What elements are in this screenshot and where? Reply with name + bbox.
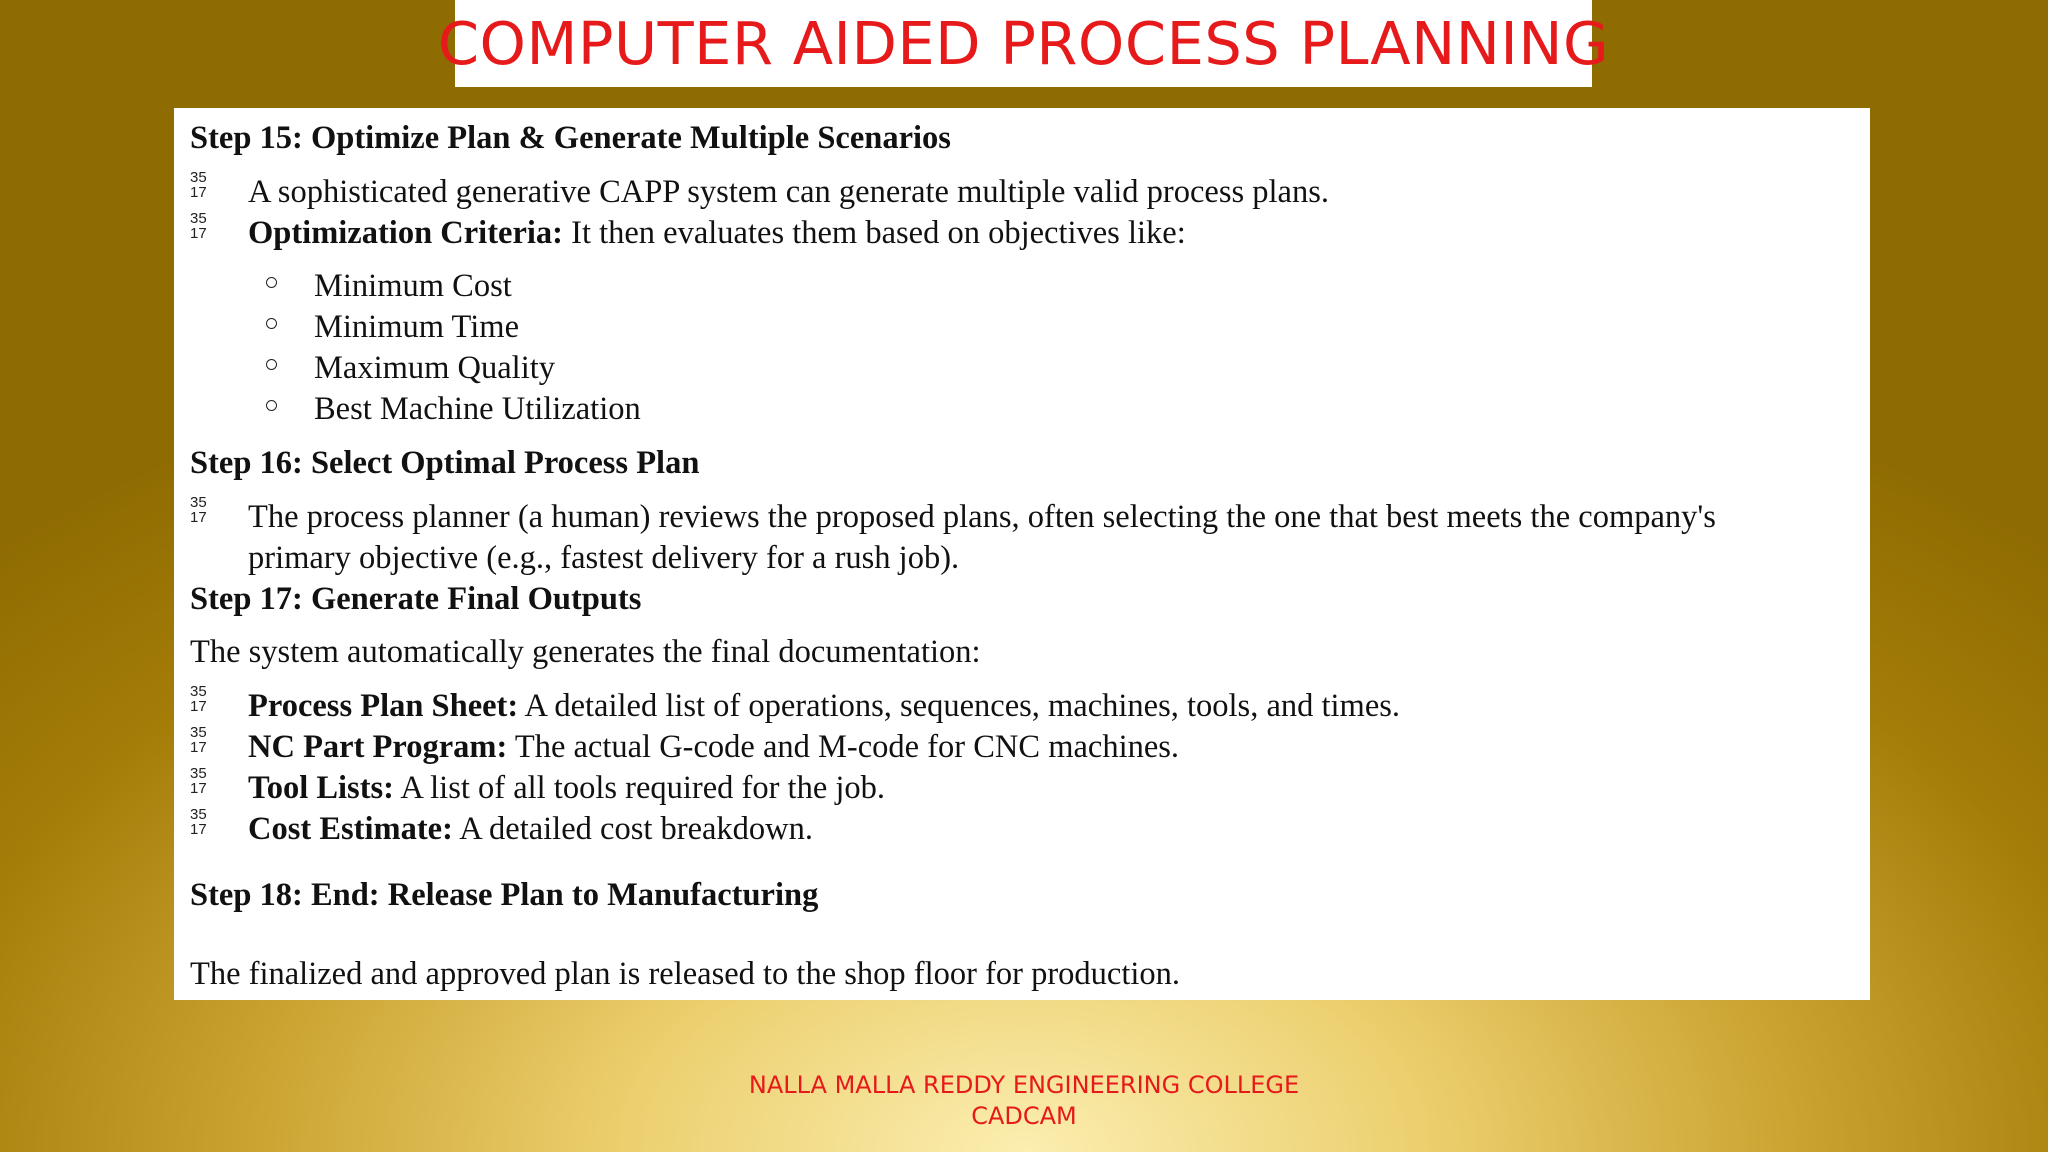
bullet-symbol: 35 17: [190, 494, 207, 526]
bullet-symbol: 35 17: [190, 765, 207, 797]
circle-bullet-icon: [266, 318, 277, 329]
bullet-symbol: 35 17: [190, 806, 207, 838]
output-item-3: [248, 772, 885, 805]
step18-heading: Step 18: End: Release Plan to Manufacturing: [190, 877, 819, 913]
step15-bullet-1: A sophisticated generative CAPP system can generate multiple valid process plans.: [248, 174, 1329, 210]
bullet-symbol: 35 17: [190, 724, 207, 756]
footer-college: NALLA MALLA REDDY ENGINEERING COLLEGE: [748, 1071, 1300, 1099]
circle-bullet-icon: [266, 277, 277, 288]
output-label: Process Plan Sheet:: [248, 688, 519, 724]
output-text: The actual G-code and M-code for CNC machines.: [507, 729, 1180, 765]
criteria-label: Optimization Criteria:: [248, 215, 563, 251]
slide-title: COMPUTER AIDED PROCESS PLANNING: [437, 9, 1610, 78]
step16-bullet-line-1: The process planner (a human) reviews the proposed plans, often selecting the one that best meets the company's: [248, 499, 1716, 535]
bullet-symbol: 35 17: [190, 683, 207, 715]
output-text: A list of all tools required for the job.: [394, 770, 886, 806]
step16-heading: Step 16: Select Optimal Process Plan: [190, 445, 700, 481]
sub-item-4: Best Machine Utilization: [314, 391, 641, 427]
circle-bullet-icon: [266, 359, 277, 370]
step15-bullet-2: [248, 217, 1186, 250]
step15-heading: Step 15: Optimize Plan & Generate Multiple Scenarios: [190, 120, 951, 156]
output-label: NC Part Program:: [248, 729, 508, 765]
output-item-2: [248, 731, 1179, 764]
output-item-1: [248, 690, 1400, 723]
bullet-symbol: 35 17: [190, 210, 207, 242]
sub-item-2: Minimum Time: [314, 309, 519, 345]
bullet-symbol: 35 17: [190, 169, 207, 201]
step18-text: The finalized and approved plan is released to the shop floor for production.: [190, 956, 1181, 992]
sub-item-3: Maximum Quality: [314, 350, 556, 386]
footer-course: CADCAM: [971, 1102, 1077, 1130]
title-box: [437, 0, 1610, 87]
content-panel: [174, 108, 1870, 1000]
circle-bullet-icon: [266, 400, 277, 411]
output-item-4: [248, 813, 813, 846]
output-label: Tool Lists:: [248, 770, 394, 806]
output-text: A detailed list of operations, sequences, machines, tools, and times.: [518, 688, 1401, 724]
criteria-text: It then evaluates them based on objectives like:: [563, 215, 1186, 251]
step17-intro: The system automatically generates the final documentation:: [190, 634, 981, 670]
step16-bullet-line-2: primary objective (e.g., fastest delivery for a rush job).: [248, 540, 960, 576]
output-label: Cost Estimate:: [248, 811, 453, 847]
output-text: A detailed cost breakdown.: [452, 811, 814, 847]
step17-heading: Step 17: Generate Final Outputs: [190, 581, 642, 617]
sub-item-1: Minimum Cost: [314, 268, 512, 304]
